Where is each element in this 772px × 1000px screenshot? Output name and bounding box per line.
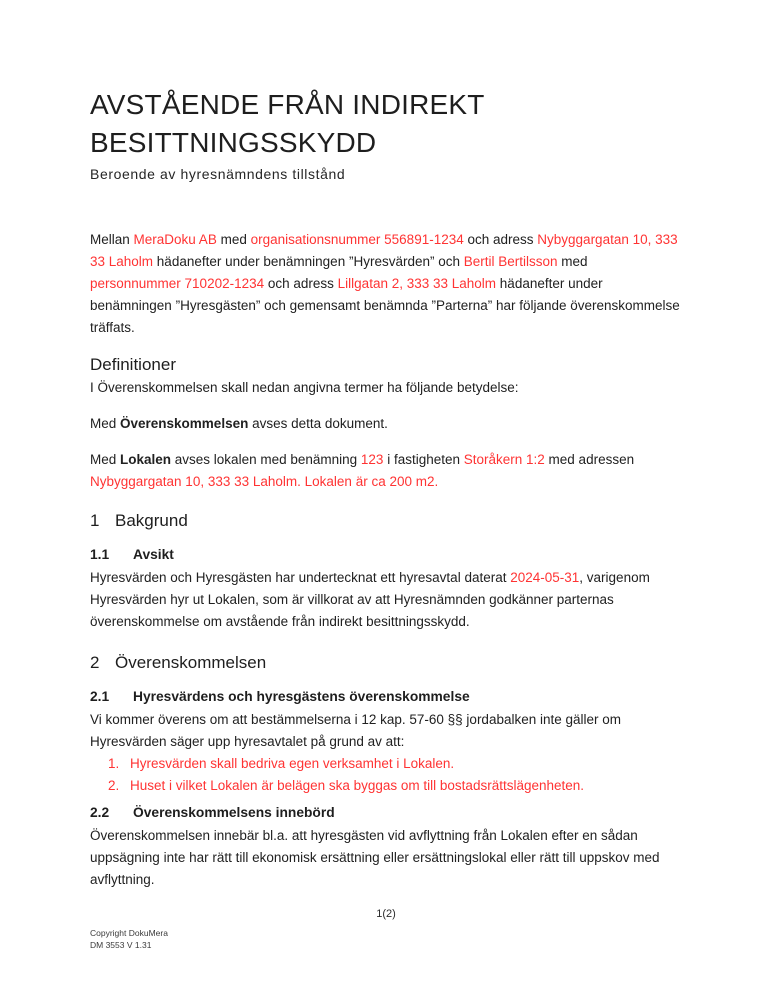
subsection-2-2-paragraph: Överenskommelsen innebär bl.a. att hyresgästen vid avflyttning från Lokalen efter en sådan uppsägning inte har rätt till ekonomisk ersättning eller ersättningslokal eller rätt till uppskov med avflyttning. <box>90 828 660 887</box>
list-item <box>108 775 682 797</box>
section-1-background <box>90 509 682 633</box>
section-1-title: Bakgrund <box>115 511 188 530</box>
definitions-section <box>90 353 682 493</box>
subsection-1-1-heading <box>90 545 682 565</box>
section-1-number: 1 <box>90 511 100 530</box>
definitions-lead: I Överenskommelsen skall nedan angivna termer ha följande betydelse: <box>90 380 519 395</box>
document-subtitle: Beroende av hyresnämndens tillstånd <box>90 166 346 182</box>
section-1-heading <box>90 509 682 533</box>
subsection-2-2-number: 2.2 <box>90 805 110 820</box>
subsection-1-1-paragraph: Hyresvärden och Hyresgästen har undertecknat ett hyresavtal daterat 2024-05-31, varigenom Hyresvärden hyr ut Lokalen, som är villkorat av att Hyresnämnden godkänner parternas överenskommelse om avstående från indirekt besittningsskydd. <box>90 570 650 629</box>
subsection-2-1-title: Hyresvärdens och hyresgästens överenskommelse <box>133 689 470 704</box>
subsection-2-1-number: 2.1 <box>90 689 110 704</box>
termination-grounds-list <box>90 753 682 797</box>
list-item-text: Hyresvärden skall bedriva egen verksamhet i Lokalen. <box>130 756 455 771</box>
copyright-line-1: Copyright DokuMera <box>90 928 168 938</box>
section-2-number: 2 <box>90 653 100 672</box>
definitions-heading: Definitioner <box>90 355 176 374</box>
footer-copyright <box>90 928 168 951</box>
subsection-1-1-title: Avsikt <box>133 547 174 562</box>
subsection-2-1-heading <box>90 687 682 707</box>
document-title: AVSTÅENDE FRÅN INDIREKT BESITTNINGSSKYDD <box>90 89 485 158</box>
section-2-title: Överenskommelsen <box>115 653 267 672</box>
section-2-heading <box>90 651 682 675</box>
copyright-line-2: DM 3553 V 1.31 <box>90 939 152 950</box>
section-2-agreement <box>90 651 682 891</box>
list-item-text: Huset i vilket Lokalen är belägen ska byggas om till bostadsrättslägenheten. <box>130 778 585 793</box>
subsection-2-1-paragraph: Vi kommer överens om att bestämmelserna i 12 kap. 57-60 §§ jordabalken inte gäller om Hyresvärden säger upp hyresavtalet på grund av att: <box>90 712 622 749</box>
intro-paragraph: Mellan MeraDoku AB med organisationsnummer 556891-1234 och adress Nybyggargatan 10, 333 33 Laholm hädanefter under benämningen ”Hyresvärden” och Bertil Bertilsson med personnummer 710202-1234 och adress Lillgatan 2, 333 33 Laholm hädanefter under benämningen ”Hyresgästen” och gemensamt benämnda ”Parterna” har följande överenskommelse träffats. <box>90 232 680 335</box>
list-item-number: 1. <box>108 756 120 771</box>
subsection-2-2-title: Överenskommelsens innebörd <box>133 805 335 820</box>
definition-agreement: Med Överenskommelsen avses detta dokument. <box>90 416 388 431</box>
list-item-number: 2. <box>108 778 120 793</box>
list-item <box>108 753 682 775</box>
subsection-2-2-heading <box>90 803 682 823</box>
subsection-1-1-number: 1.1 <box>90 547 110 562</box>
page-number: 1(2) <box>376 908 396 920</box>
definition-premises: Med Lokalen avses lokalen med benämning 123 i fastigheten Storåkern 1:2 med adressen Nybyggargatan 10, 333 33 Laholm. Lokalen är ca 200 m2. <box>90 452 635 489</box>
